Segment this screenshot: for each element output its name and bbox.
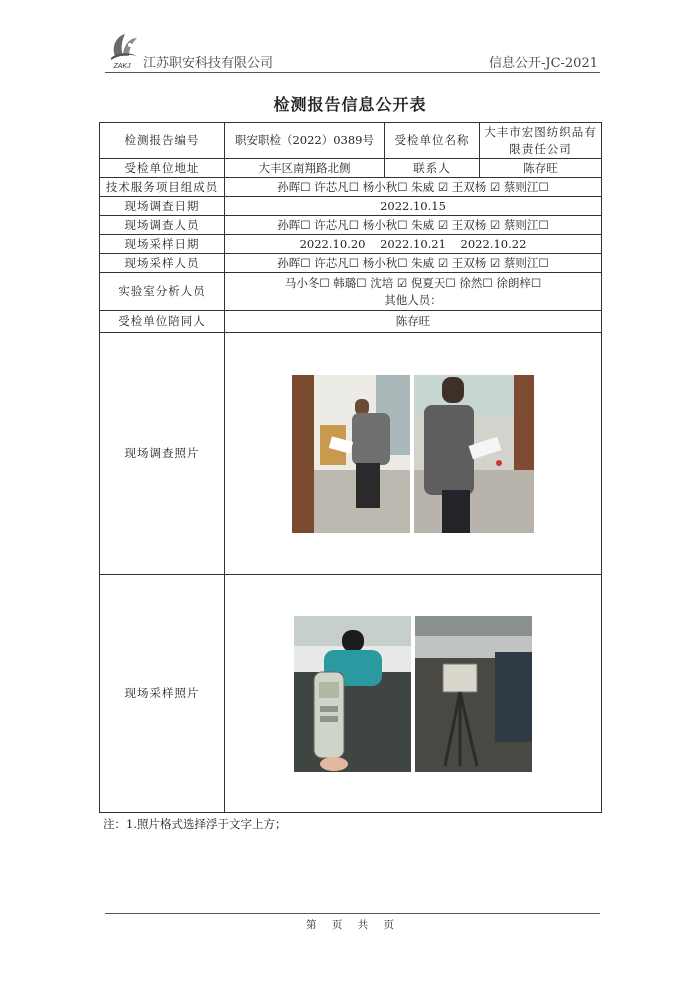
table-row	[100, 273, 602, 311]
survey-photo-2	[414, 375, 534, 533]
table-row	[100, 254, 602, 273]
client-address-label: 受检单位地址	[100, 159, 225, 178]
table-row	[100, 235, 602, 254]
document-code: 信息公开-JC-2021	[488, 56, 598, 71]
page-footer: 第 页 共 页	[305, 919, 394, 931]
footnote: 注：1.照片格式选择浮于文字上方；	[103, 817, 287, 831]
sampling-photo-cell	[225, 575, 602, 813]
report-no-value: 职安职检（2022）0389号	[225, 123, 385, 159]
lab-other-value: 其他人员：	[384, 292, 442, 307]
lab-staff-value: 马小冬☐ 韩璐☐ 沈培 ☑ 倪夏天☐ 徐然☐ 徐朗梓☐	[284, 275, 542, 290]
sampling-date-label: 现场采样日期	[100, 235, 225, 254]
table-row	[100, 311, 602, 333]
page-header	[105, 30, 600, 72]
sampling-staff-value: 孙晖☐ 许芯凡☐ 杨小秋☐ 朱威 ☑ 王双杨 ☑ 蔡则江☐	[225, 254, 602, 273]
client-name-value: 大丰市宏图纺织品有限责任公司	[480, 123, 602, 159]
page-title: 检测报告信息公开表	[273, 95, 427, 114]
survey-photo-1	[292, 375, 410, 533]
survey-photo-label: 现场调查照片	[100, 333, 225, 575]
lab-staff-label: 实验室分析人员	[100, 273, 225, 311]
report-table	[99, 122, 602, 813]
table-row	[100, 575, 602, 813]
client-address-value: 大丰区南翔路北侧	[225, 159, 385, 178]
table-row	[100, 178, 602, 197]
escort-label: 受检单位陪同人	[100, 311, 225, 333]
sampling-photo-1	[294, 616, 411, 772]
team-members-value: 孙晖☐ 许芯凡☐ 杨小秋☐ 朱威 ☑ 王双杨 ☑ 蔡则江☐	[225, 178, 602, 197]
header-divider	[105, 72, 600, 73]
survey-date-label: 现场调查日期	[100, 197, 225, 216]
table-row	[100, 159, 602, 178]
sampling-dates-value: 2022.10.20 2022.10.21 2022.10.22	[225, 235, 602, 254]
contact-value: 陈存旺	[480, 159, 602, 178]
lab-staff-cell	[225, 273, 602, 311]
survey-staff-label: 现场调查人员	[100, 216, 225, 235]
survey-photo-cell	[225, 333, 602, 575]
company-logo	[105, 30, 141, 70]
table-row	[100, 197, 602, 216]
survey-staff-value: 孙晖☐ 许芯凡☐ 杨小秋☐ 朱威 ☑ 王双杨 ☑ 蔡则江☐	[225, 216, 602, 235]
client-name-label: 受检单位名称	[385, 123, 480, 159]
contact-label: 联系人	[385, 159, 480, 178]
company-name: 江苏职安科技有限公司	[143, 56, 274, 71]
escort-value: 陈存旺	[225, 311, 602, 333]
table-row	[100, 123, 602, 159]
footer-divider	[105, 913, 600, 914]
table-row	[100, 216, 602, 235]
sampling-staff-label: 现场采样人员	[100, 254, 225, 273]
svg-text:ZAKJ: ZAKJ	[113, 63, 131, 70]
sampling-photo-label: 现场采样照片	[100, 575, 225, 813]
team-label: 技术服务项目组成员	[100, 178, 225, 197]
table-row	[100, 333, 602, 575]
sampling-photo-2	[415, 616, 532, 772]
survey-date-value: 2022.10.15	[225, 197, 602, 216]
report-no-label: 检测报告编号	[100, 123, 225, 159]
